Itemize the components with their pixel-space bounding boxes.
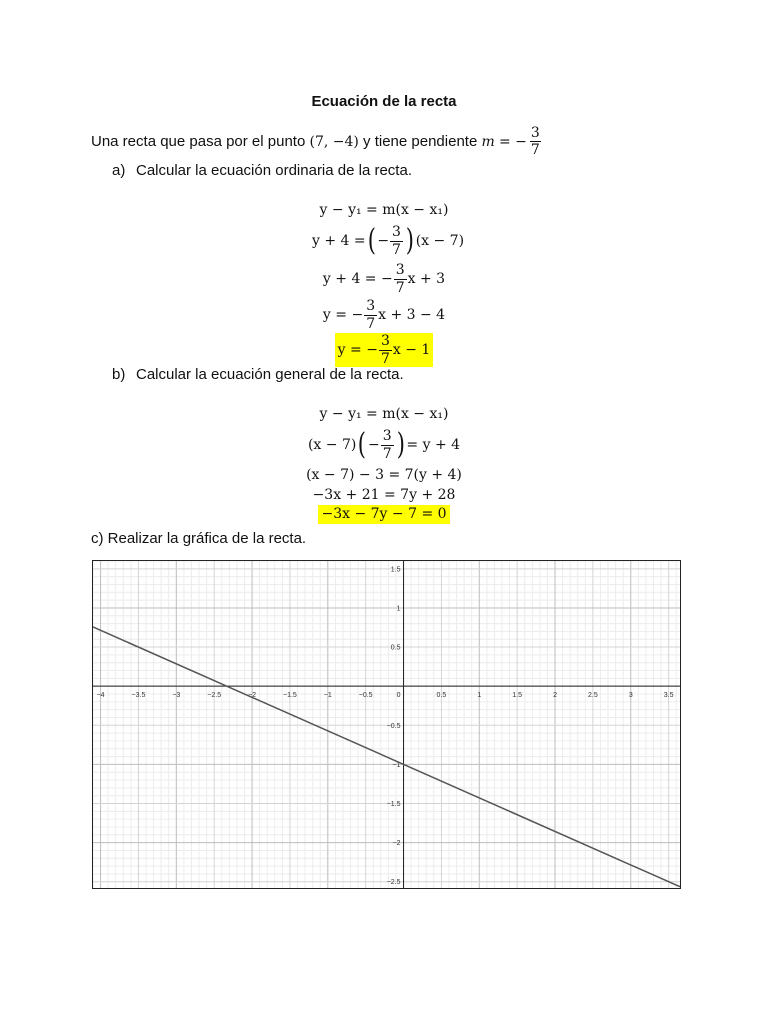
eq-minus: −	[377, 232, 390, 249]
equation-line	[323, 261, 445, 297]
part-b-heading	[112, 366, 404, 383]
x-tick-label: 2	[553, 692, 557, 700]
equation-line: y − y₁ = m(x − x₁)	[319, 201, 449, 218]
eq-minus: −	[368, 436, 380, 453]
x-tick-label: 1	[477, 692, 482, 700]
eq-left: (x − 7)	[307, 436, 357, 453]
part-b-text: Calcular la ecuación general de la recta.	[136, 366, 404, 383]
eq-left: y + 4 =	[311, 232, 366, 249]
y-tick-label: −1.5	[386, 801, 401, 809]
x-tick-label: 3.5	[663, 692, 674, 700]
equation-line: y − y₁ = m(x − x₁)	[319, 405, 449, 422]
x-tick-label: 3	[628, 692, 633, 700]
x-tick-label: −1.5	[283, 692, 297, 700]
fraction	[394, 263, 407, 295]
equation-line: −3x + 21 = 7y + 28	[312, 486, 456, 503]
intro-slope-fraction	[530, 126, 541, 157]
y-tick-label: −2.5	[386, 879, 401, 887]
equation-line: (x − 7) − 3 = 7(y + 4)	[306, 466, 462, 483]
eq-left: y + 4 = −	[322, 270, 393, 287]
problem-statement	[91, 126, 541, 157]
eq-left: y = −	[322, 306, 364, 323]
intro-equals: = −	[498, 133, 527, 150]
x-tick-label: −4	[96, 692, 105, 700]
x-tick-label: 0	[396, 692, 401, 700]
eq-right: = y + 4	[406, 436, 461, 453]
x-tick-label: −2	[248, 692, 257, 700]
y-tick-label: 1.5	[390, 566, 401, 574]
eq-right: x + 3 − 4	[378, 306, 446, 323]
intro-prefix: Una recta que pasa por el punto	[91, 133, 306, 150]
y-tick-label: −2	[392, 840, 401, 848]
fraction	[381, 429, 394, 461]
open-paren: (	[367, 223, 376, 258]
fraction-numerator: 3	[530, 125, 540, 141]
y-tick-label: −1	[392, 761, 401, 769]
y-tick-label: 0.5	[390, 644, 401, 652]
fraction	[379, 334, 392, 366]
highlighted-result	[335, 333, 434, 367]
line-graph	[92, 560, 681, 889]
eq-left: y = −	[337, 341, 378, 358]
x-tick-label: −0.5	[358, 692, 373, 700]
fraction	[390, 225, 403, 257]
x-tick-label: 2.5	[588, 692, 598, 700]
fraction-numerator: 3	[380, 332, 390, 349]
equation-line	[312, 221, 464, 261]
equation-line	[323, 297, 445, 333]
x-tick-label: 1.5	[512, 692, 523, 700]
equation-line	[308, 425, 460, 465]
x-tick-label: 0.5	[436, 692, 447, 700]
part-a-letter: a)	[112, 162, 126, 179]
fraction-numerator: 3	[392, 223, 401, 240]
part-a-text: Calcular la ecuación ordinaria de la recta.	[136, 162, 412, 179]
fraction-denominator: 7	[395, 279, 405, 296]
fraction	[364, 299, 377, 331]
y-tick-label: 1	[396, 605, 401, 613]
x-tick-label: −1	[323, 692, 332, 700]
open-paren: (	[358, 427, 367, 462]
fraction-denominator: 7	[530, 142, 540, 158]
close-paren: )	[396, 427, 405, 462]
x-tick-label: −2.5	[207, 692, 222, 700]
part-b-letter: b)	[112, 366, 126, 383]
eq-right: x − 1	[392, 341, 431, 358]
close-paren: )	[405, 223, 414, 258]
part-a-equations	[0, 199, 768, 367]
document-title: Ecuación de la recta	[311, 93, 457, 110]
part-a-heading	[112, 162, 412, 179]
intro-middle: y tiene pendiente	[363, 133, 478, 150]
part-b-equations	[0, 403, 768, 524]
fraction-denominator: 7	[380, 350, 390, 367]
fraction-denominator: 7	[366, 315, 376, 332]
x-tick-label: −3.5	[131, 692, 146, 700]
part-c-heading: c) Realizar la gráfica de la recta.	[91, 530, 307, 547]
graph-canvas	[93, 561, 680, 888]
y-tick-label: −0.5	[386, 722, 401, 730]
fraction-denominator: 7	[392, 241, 401, 258]
highlighted-result: −3x − 7y − 7 = 0	[318, 505, 449, 524]
eq-right: x + 3	[407, 270, 446, 287]
fraction-numerator: 3	[382, 427, 392, 444]
intro-slope-symbol: m	[481, 133, 495, 150]
fraction-denominator: 7	[382, 445, 392, 462]
fraction-numerator: 3	[366, 297, 376, 314]
fraction-numerator: 3	[395, 261, 405, 278]
eq-right: (x − 7)	[415, 232, 465, 249]
intro-point: (7, −4)	[309, 133, 359, 150]
x-tick-label: −3	[172, 692, 181, 700]
